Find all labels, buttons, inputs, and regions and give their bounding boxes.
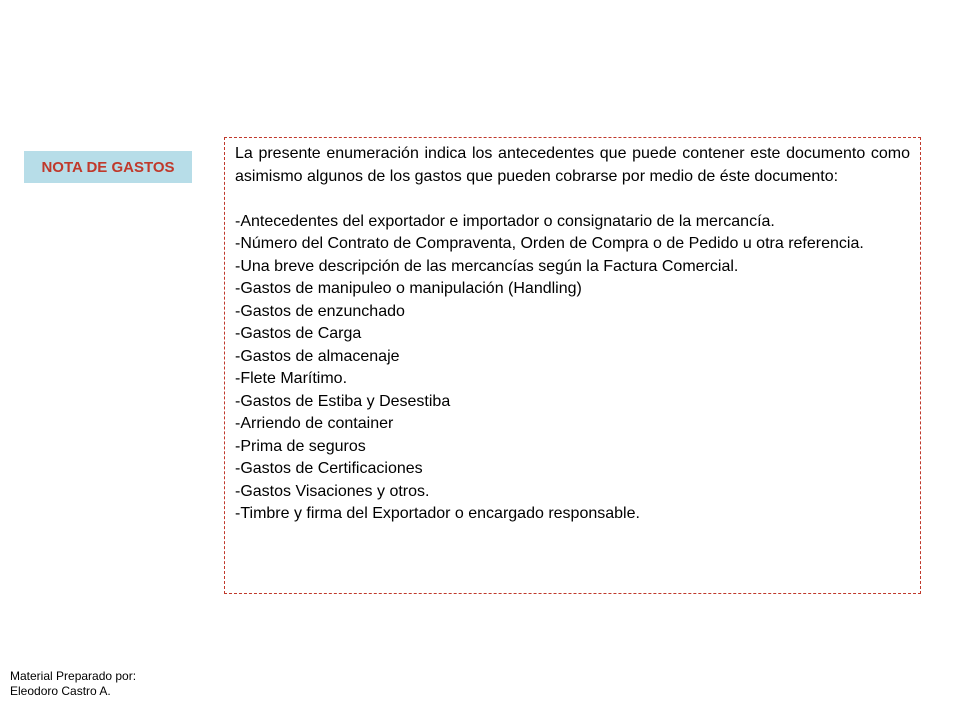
list-item: -Timbre y firma del Exportador o encargado responsable.	[235, 505, 640, 522]
list-item: -Número del Contrato de Compraventa, Orden de Compra o de Pedido u otra referencia.	[235, 235, 864, 252]
list-item: -Flete Marítimo.	[235, 370, 348, 387]
credit-line-1: Material Preparado por:	[10, 669, 137, 683]
author-credit	[10, 669, 136, 699]
list-item: -Gastos de Carga	[235, 325, 362, 342]
list-item: -Arriendo de container	[235, 415, 394, 432]
list-item: -Antecedentes del exportador e importador o consignatario de la mercancía.	[235, 212, 775, 230]
paragraph-gap	[235, 188, 910, 211]
list-item: -Prima de seguros	[235, 437, 366, 455]
credit-line-2: Eleodoro Castro A.	[10, 684, 111, 698]
intro-paragraph: La presente enumeración indica los antecedentes que puede contener este documento como asimismo algunos de los gastos que pueden cobrarse por medio de éste documento:	[235, 145, 910, 185]
title-label	[24, 151, 192, 183]
list-item: -Gastos de Estiba y Desestiba	[235, 392, 451, 410]
list-item: -Gastos de almacenaje	[235, 347, 400, 365]
content-box	[224, 137, 921, 594]
list-item: -Una breve descripción de las mercancías según la Factura Comercial.	[235, 257, 739, 275]
title-text: NOTA DE GASTOS	[41, 158, 175, 176]
expense-list	[235, 211, 910, 526]
list-item: -Gastos de Certificaciones	[235, 460, 423, 477]
list-item: -Gastos de manipuleo o manipulación (Handling)	[235, 280, 582, 297]
list-item: -Gastos Visaciones y otros.	[235, 482, 430, 500]
list-item: -Gastos de enzunchado	[235, 302, 405, 320]
